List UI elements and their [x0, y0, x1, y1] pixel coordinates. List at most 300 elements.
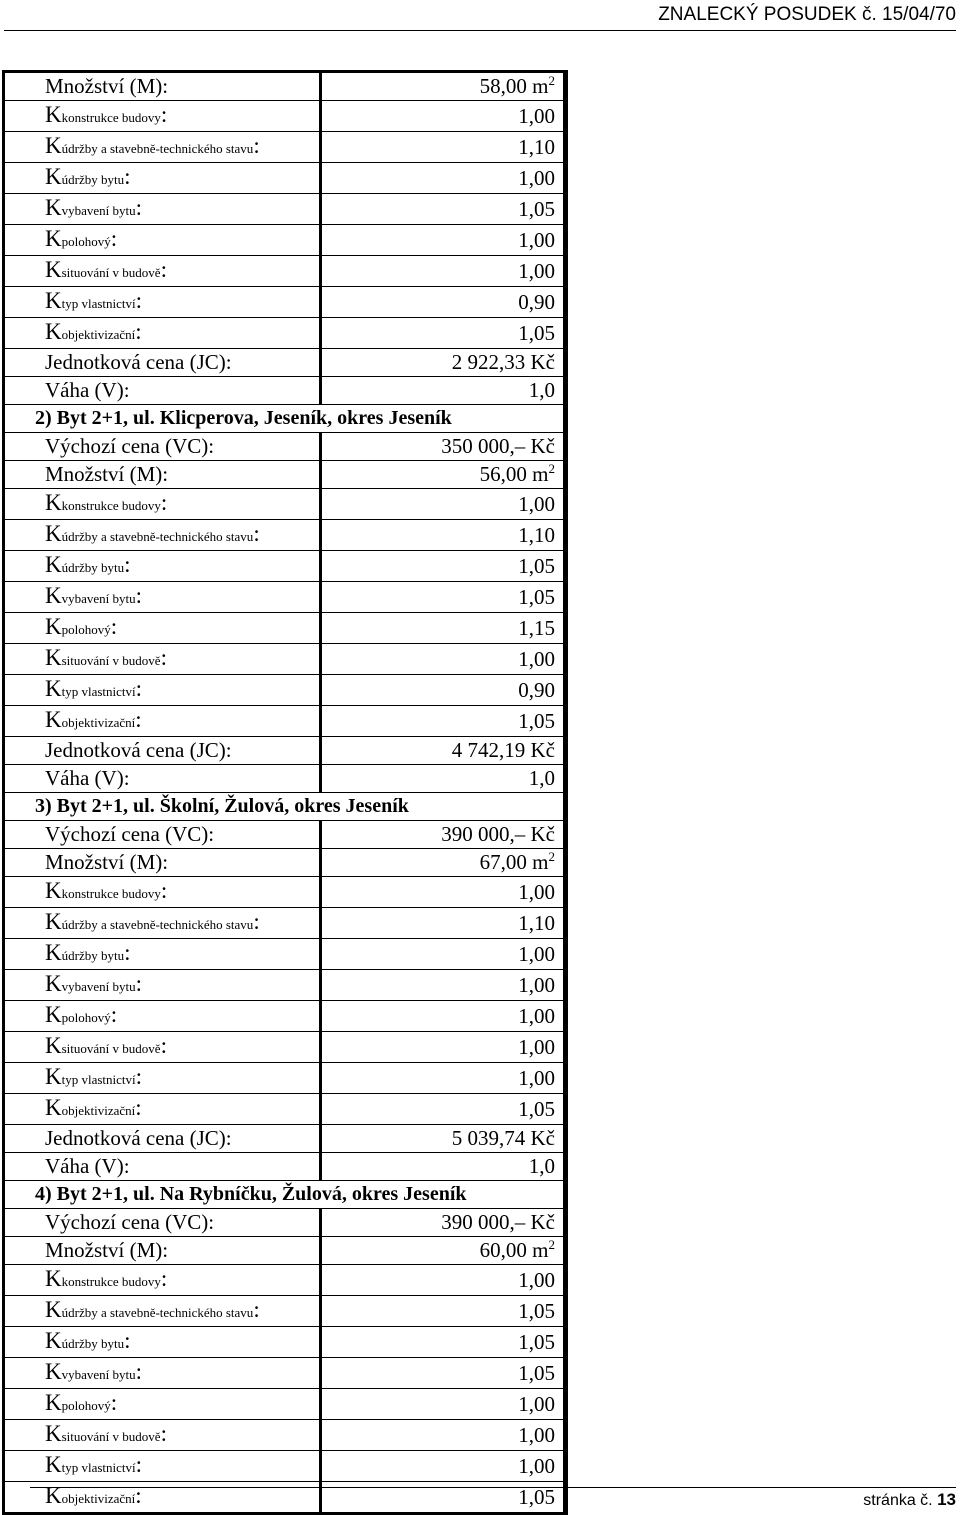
page-footer [863, 1490, 956, 1510]
coefficient-subscript: typ vlastnictví [61, 296, 136, 311]
coefficient-subscript: objektivizační [61, 1103, 136, 1118]
row-label [5, 349, 320, 377]
valuation-table-frame [2, 70, 568, 1515]
row-value-text: 1,05 [518, 584, 555, 609]
row-label-text: Jednotková cena (JC): [45, 350, 232, 374]
row-label [5, 1358, 320, 1389]
row-value-text: 0,90 [518, 289, 555, 314]
coefficient-symbol: K [45, 164, 62, 189]
table-row [5, 194, 563, 225]
coefficient-subscript: situování v budově [61, 1429, 161, 1444]
coefficient-subscript: údržby a stavebně-technického stavu [61, 917, 254, 932]
section-heading: 4) Byt 2+1, ul. Na Rybníčku, Žulová, okres Jeseník [35, 1183, 467, 1205]
coefficient-symbol: K [45, 940, 62, 965]
row-label-text: Výchozí cena (VC): [45, 434, 215, 458]
table-row [5, 1032, 563, 1063]
page-header: ZNALECKÝ POSUDEK č. 15/04/70 [658, 4, 956, 25]
row-value-text: 390 000,– Kč [441, 822, 555, 846]
row-label-text: Jednotková cena (JC): [45, 738, 232, 762]
coefficient-symbol: K [45, 1002, 62, 1027]
table-row [5, 849, 563, 877]
coefficient-colon: : [135, 1064, 143, 1089]
coefficient-symbol: K [45, 133, 62, 158]
row-label [5, 1032, 320, 1063]
coefficient-colon: : [160, 645, 167, 670]
coefficient-symbol: K [45, 1297, 62, 1322]
row-label-text: Množství (M): [45, 1238, 169, 1262]
row-value [320, 461, 563, 489]
row-value-text: 1,00 [518, 165, 555, 190]
coefficient-colon: : [124, 1328, 131, 1353]
coefficient-subscript: typ vlastnictví [61, 1072, 136, 1087]
row-label [5, 101, 320, 132]
table-row [5, 318, 563, 349]
row-value [320, 101, 563, 132]
coefficient-subscript: objektivizační [61, 1491, 136, 1506]
row-value-text: 1,00 [518, 972, 555, 997]
row-value [320, 1265, 563, 1296]
coefficient-colon: : [253, 521, 260, 546]
row-value [320, 349, 563, 377]
row-label [5, 163, 320, 194]
row-label [5, 1420, 320, 1451]
row-label-text: Množství (M): [45, 462, 169, 486]
row-label [5, 256, 320, 287]
row-value-text: 1,05 [518, 320, 555, 345]
page-number: 13 [937, 1490, 956, 1509]
row-label [5, 194, 320, 225]
table-row [5, 908, 563, 939]
row-value-text: 5 039,74 Kč [451, 1126, 555, 1150]
table-row [5, 765, 563, 793]
row-label [5, 1001, 320, 1032]
row-value-text: 1,00 [518, 258, 555, 283]
row-value [320, 1358, 563, 1389]
row-value-text: 67,00 m [479, 850, 549, 874]
unit-superscript: 2 [548, 73, 555, 88]
coefficient-colon: : [135, 288, 143, 313]
row-label [5, 520, 320, 551]
coefficient-subscript: vybavení bytu [61, 979, 136, 994]
row-label [5, 1265, 320, 1296]
coefficient-colon: : [135, 971, 143, 996]
coefficient-symbol: K [45, 878, 62, 903]
row-value [320, 1237, 563, 1265]
table-row [5, 225, 563, 256]
table-row [5, 706, 563, 737]
row-value-text: 1,00 [518, 227, 555, 252]
coefficient-symbol: K [45, 1359, 62, 1384]
row-value-text: 1,05 [518, 1484, 555, 1509]
row-value-text: 1,00 [518, 1391, 555, 1416]
row-value [320, 377, 563, 405]
row-label [5, 582, 320, 613]
table-row [5, 877, 563, 908]
row-value [320, 1153, 563, 1181]
coefficient-symbol: K [45, 645, 62, 670]
footer-label: stránka č. [863, 1492, 933, 1509]
coefficient-colon: : [135, 319, 142, 344]
coefficient-colon: : [160, 102, 168, 127]
row-value [320, 613, 563, 644]
coefficient-colon: : [135, 676, 143, 701]
coefficient-subscript: konstrukce budovy [61, 1274, 161, 1289]
table-row [5, 1094, 563, 1125]
table-row [5, 644, 563, 675]
coefficient-subscript: údržby a stavebně-technického stavu [61, 529, 254, 544]
table-row [5, 1209, 563, 1237]
coefficient-colon: : [135, 1359, 143, 1384]
row-label [5, 318, 320, 349]
row-value [320, 1389, 563, 1420]
row-value-text: 1,05 [518, 1298, 555, 1323]
coefficient-subscript: údržby a stavebně-technického stavu [61, 1305, 254, 1320]
row-value [320, 489, 563, 520]
row-label [5, 1389, 320, 1420]
coefficient-symbol: K [45, 288, 62, 313]
row-label [5, 73, 320, 101]
coefficient-symbol: K [45, 971, 62, 996]
table-row [5, 287, 563, 318]
table-row [5, 489, 563, 520]
table-row [5, 73, 563, 101]
coefficient-symbol: K [45, 552, 62, 577]
coefficient-colon: : [253, 133, 260, 158]
coefficient-subscript: konstrukce budovy [61, 886, 161, 901]
row-value [320, 849, 563, 877]
section-heading-row [5, 793, 563, 821]
row-label [5, 1451, 320, 1482]
section-heading: 2) Byt 2+1, ul. Klicperova, Jeseník, okres Jeseník [35, 407, 452, 429]
row-label [5, 489, 320, 520]
table-row [5, 970, 563, 1001]
coefficient-symbol: K [45, 707, 62, 732]
row-value [320, 675, 563, 706]
coefficient-colon: : [135, 1095, 142, 1120]
row-value-text: 1,00 [518, 879, 555, 904]
coefficient-symbol: K [45, 1064, 62, 1089]
row-value-text: 1,00 [518, 1034, 555, 1059]
row-value [320, 551, 563, 582]
coefficient-subscript: konstrukce budovy [61, 110, 161, 125]
row-value-text: 1,05 [518, 196, 555, 221]
unit-superscript: 2 [548, 461, 555, 476]
coefficient-subscript: údržby bytu [61, 172, 125, 187]
coefficient-subscript: polohový [61, 1398, 111, 1413]
table-row [5, 433, 563, 461]
table-row [5, 1125, 563, 1153]
row-label [5, 675, 320, 706]
coefficient-symbol: K [45, 676, 62, 701]
table-row [5, 1389, 563, 1420]
row-value [320, 1209, 563, 1237]
coefficient-colon: : [124, 552, 131, 577]
table-row [5, 1327, 563, 1358]
table-row [5, 163, 563, 194]
row-value-text: 1,00 [518, 941, 555, 966]
coefficient-subscript: typ vlastnictví [61, 684, 136, 699]
coefficient-symbol: K [45, 1483, 62, 1508]
unit-superscript: 2 [548, 849, 555, 864]
row-label [5, 970, 320, 1001]
table-row [5, 939, 563, 970]
row-value-text: 1,00 [518, 1267, 555, 1292]
row-value [320, 73, 563, 101]
row-label [5, 433, 320, 461]
row-label [5, 1327, 320, 1358]
row-value-text: 1,00 [518, 1003, 555, 1028]
coefficient-symbol: K [45, 583, 62, 608]
row-label-text: Množství (M): [45, 850, 169, 874]
coefficient-colon: : [160, 1033, 167, 1058]
row-label [5, 1125, 320, 1153]
coefficient-colon: : [160, 1266, 168, 1291]
header-rule [4, 30, 956, 31]
coefficient-colon: : [135, 1452, 143, 1477]
coefficient-subscript: vybavení bytu [61, 1367, 136, 1382]
coefficient-symbol: K [45, 1266, 62, 1291]
coefficient-symbol: K [45, 490, 62, 515]
coefficient-colon: : [135, 195, 143, 220]
coefficient-colon: : [253, 1297, 260, 1322]
row-value-text: 1,10 [518, 134, 555, 159]
row-value-text: 1,0 [528, 766, 555, 790]
coefficient-symbol: K [45, 1390, 62, 1415]
table-row [5, 1063, 563, 1094]
row-value-text: 60,00 m [479, 1238, 549, 1262]
row-value-text: 1,05 [518, 553, 555, 578]
coefficient-symbol: K [45, 195, 62, 220]
coefficient-symbol: K [45, 1033, 62, 1058]
row-label [5, 644, 320, 675]
row-value [320, 433, 563, 461]
row-label [5, 461, 320, 489]
row-value [320, 908, 563, 939]
row-value-text: 1,00 [518, 646, 555, 671]
row-label [5, 225, 320, 256]
row-value [320, 765, 563, 793]
row-value-text: 1,05 [518, 1096, 555, 1121]
table-row [5, 551, 563, 582]
row-label [5, 1094, 320, 1125]
row-label [5, 849, 320, 877]
row-label-text: Množství (M): [45, 74, 169, 98]
coefficient-colon: : [135, 1483, 142, 1508]
row-value [320, 644, 563, 675]
table-row [5, 349, 563, 377]
coefficient-symbol: K [45, 1421, 62, 1446]
row-value-text: 56,00 m [479, 462, 549, 486]
row-value [320, 256, 563, 287]
coefficient-colon: : [160, 257, 167, 282]
row-value-text: 4 742,19 Kč [451, 738, 555, 762]
row-value-text: 1,00 [518, 1453, 555, 1478]
row-value-text: 1,10 [518, 522, 555, 547]
coefficient-colon: : [124, 164, 131, 189]
row-value [320, 1327, 563, 1358]
coefficient-symbol: K [45, 257, 62, 282]
row-value [320, 287, 563, 318]
table-row [5, 1001, 563, 1032]
row-value [320, 737, 563, 765]
table-row [5, 520, 563, 551]
table-row [5, 1451, 563, 1482]
row-value [320, 520, 563, 551]
coefficient-symbol: K [45, 102, 62, 127]
table-row [5, 675, 563, 706]
row-label-text: Jednotková cena (JC): [45, 1126, 232, 1150]
row-value-text: 1,0 [528, 1154, 555, 1178]
row-value [320, 1296, 563, 1327]
coefficient-subscript: konstrukce budovy [61, 498, 161, 513]
coefficient-subscript: polohový [61, 622, 111, 637]
section-heading: 3) Byt 2+1, ul. Školní, Žulová, okres Jeseník [35, 795, 409, 817]
row-label [5, 877, 320, 908]
row-value [320, 1125, 563, 1153]
row-value-text: 1,15 [518, 615, 555, 640]
coefficient-subscript: údržby bytu [61, 560, 125, 575]
row-value [320, 194, 563, 225]
table-row [5, 1358, 563, 1389]
valuation-table [5, 73, 563, 1512]
coefficient-colon: : [135, 707, 142, 732]
row-label [5, 551, 320, 582]
coefficient-colon: : [110, 1390, 118, 1415]
coefficient-symbol: K [45, 521, 62, 546]
coefficient-symbol: K [45, 1452, 62, 1477]
table-row [5, 132, 563, 163]
coefficient-colon: : [110, 1002, 118, 1027]
row-value-text: 1,05 [518, 708, 555, 733]
row-value-text: 1,10 [518, 910, 555, 935]
coefficient-colon: : [135, 583, 143, 608]
row-label [5, 1153, 320, 1181]
coefficient-subscript: situování v budově [61, 653, 161, 668]
row-label [5, 613, 320, 644]
table-row [5, 1296, 563, 1327]
row-value [320, 1063, 563, 1094]
coefficient-colon: : [160, 1421, 167, 1446]
row-value-text: 390 000,– Kč [441, 1210, 555, 1234]
coefficient-subscript: situování v budově [61, 1041, 161, 1056]
row-label [5, 737, 320, 765]
row-label [5, 765, 320, 793]
coefficient-colon: : [110, 226, 118, 251]
coefficient-colon: : [253, 909, 260, 934]
row-label-text: Váha (V): [45, 1154, 130, 1178]
coefficient-subscript: polohový [61, 234, 111, 249]
coefficient-symbol: K [45, 319, 62, 344]
row-value-text: 2 922,33 Kč [451, 350, 555, 374]
table-row [5, 1153, 563, 1181]
row-label [5, 1209, 320, 1237]
table-row [5, 582, 563, 613]
footer-rule [30, 1487, 956, 1488]
row-label [5, 132, 320, 163]
coefficient-symbol: K [45, 1095, 62, 1120]
row-value-text: 1,00 [518, 491, 555, 516]
row-value [320, 225, 563, 256]
table-row [5, 613, 563, 644]
row-value [320, 1094, 563, 1125]
row-label [5, 821, 320, 849]
row-value [320, 1420, 563, 1451]
table-row [5, 1237, 563, 1265]
coefficient-symbol: K [45, 614, 62, 639]
row-value [320, 939, 563, 970]
row-label-text: Váha (V): [45, 766, 130, 790]
coefficient-subscript: údržby a stavebně-technického stavu [61, 141, 254, 156]
row-label [5, 1296, 320, 1327]
row-value [320, 1001, 563, 1032]
row-label [5, 706, 320, 737]
row-value [320, 821, 563, 849]
row-value [320, 877, 563, 908]
row-value [320, 1032, 563, 1063]
coefficient-subscript: situování v budově [61, 265, 161, 280]
valuation-table-body [5, 73, 563, 1512]
coefficient-colon: : [124, 940, 131, 965]
coefficient-subscript: vybavení bytu [61, 203, 136, 218]
row-value [320, 706, 563, 737]
row-label [5, 1063, 320, 1094]
row-label [5, 908, 320, 939]
coefficient-colon: : [110, 614, 118, 639]
coefficient-subscript: objektivizační [61, 715, 136, 730]
row-value [320, 132, 563, 163]
coefficient-symbol: K [45, 226, 62, 251]
coefficient-subscript: objektivizační [61, 327, 136, 342]
table-row [5, 1265, 563, 1296]
row-value-text: 1,05 [518, 1360, 555, 1385]
coefficient-subscript: vybavení bytu [61, 591, 136, 606]
coefficient-subscript: údržby bytu [61, 948, 125, 963]
row-label [5, 377, 320, 405]
coefficient-symbol: K [45, 1328, 62, 1353]
coefficient-subscript: typ vlastnictví [61, 1460, 136, 1475]
coefficient-subscript: polohový [61, 1010, 111, 1025]
row-label [5, 939, 320, 970]
coefficient-subscript: údržby bytu [61, 1336, 125, 1351]
row-label-text: Výchozí cena (VC): [45, 1210, 215, 1234]
row-value [320, 1451, 563, 1482]
table-row [5, 1420, 563, 1451]
row-value-text: 350 000,– Kč [441, 434, 555, 458]
row-value [320, 582, 563, 613]
row-label [5, 287, 320, 318]
row-value [320, 318, 563, 349]
coefficient-colon: : [160, 878, 168, 903]
coefficient-colon: : [160, 490, 168, 515]
table-row [5, 101, 563, 132]
row-value [320, 970, 563, 1001]
table-row [5, 461, 563, 489]
table-row [5, 737, 563, 765]
row-value-text: 58,00 m [479, 74, 549, 98]
row-value-text: 1,0 [528, 378, 555, 402]
coefficient-symbol: K [45, 909, 62, 934]
row-label-text: Výchozí cena (VC): [45, 822, 215, 846]
row-label-text: Váha (V): [45, 378, 130, 402]
row-value-text: 0,90 [518, 677, 555, 702]
row-value [320, 163, 563, 194]
row-label [5, 1237, 320, 1265]
table-row [5, 256, 563, 287]
row-value-text: 1,00 [518, 103, 555, 128]
row-value-text: 1,00 [518, 1422, 555, 1447]
unit-superscript: 2 [548, 1237, 555, 1252]
section-heading-row [5, 405, 563, 433]
